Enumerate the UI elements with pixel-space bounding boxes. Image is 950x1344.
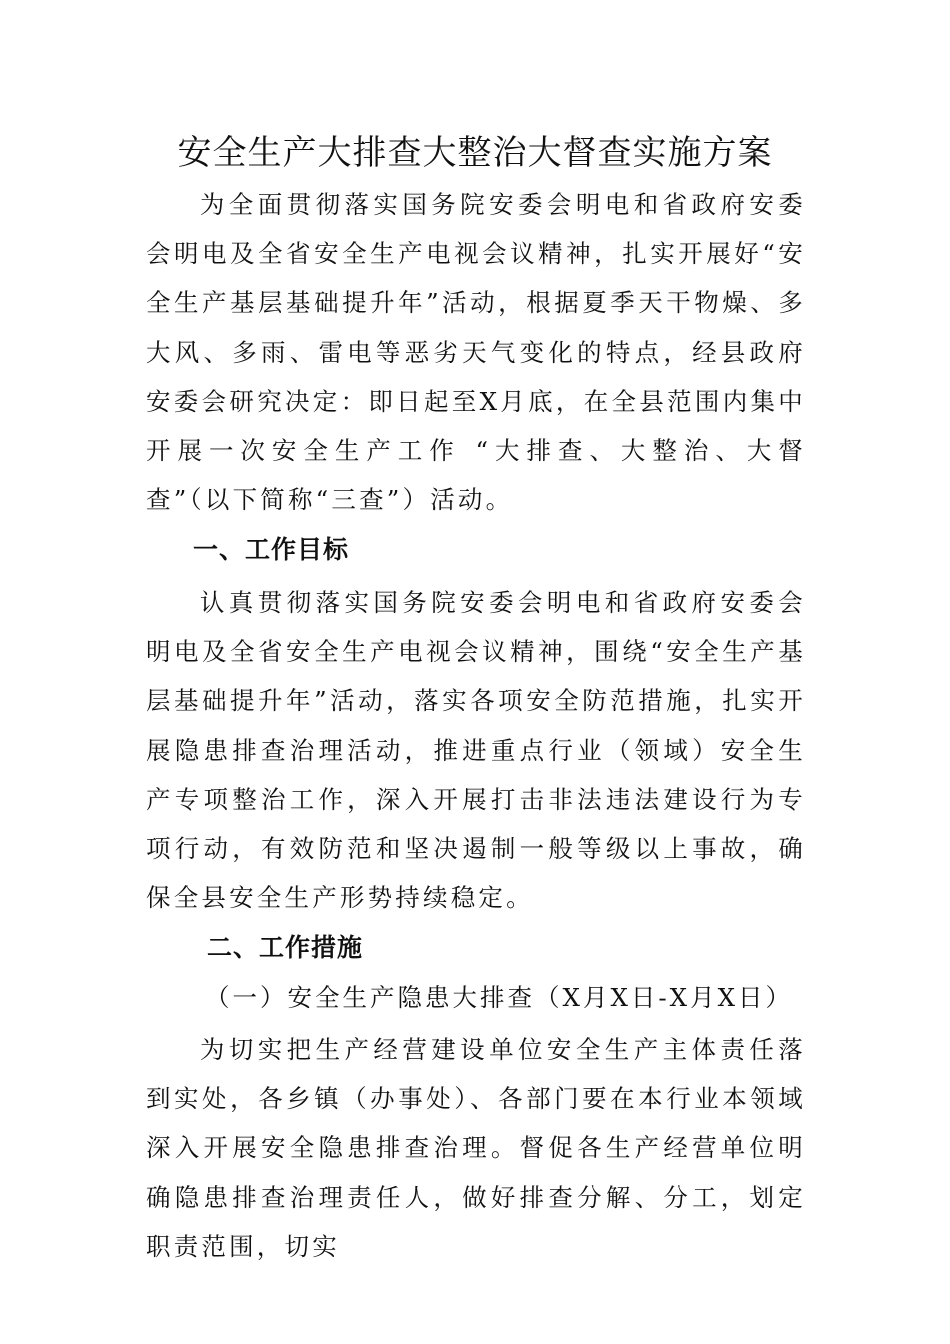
intro-paragraph: 为全面贯彻落实国务院安委会明电和省政府安委会明电及全省安全生产电视会议精神，扎实开展好“安全生产基层基础提升年”活动，根据夏季天干物燥、多大风、多雨、雷电等恶劣天气变化的特点，经县政府安委会研究决定：即日起至X月底，在全县范围内集中开展一次安全生产工作 “大排查、大整治、大督查”（以下简称“三查”）活动。	[146, 190, 806, 515]
section-heading-measures: 二、工作措施	[207, 933, 364, 962]
section-heading-goals: 一、工作目标	[193, 535, 350, 564]
subsection-heading-inspection: （一）安全生产隐患大排查（X月X日-X月X日）	[205, 983, 794, 1012]
goals-paragraph: 认真贯彻落实国务院安委会明电和省政府安委会明电及全省安全生产电视会议精神，围绕“安全生产基层基础提升年”活动，落实各项安全防范措施，扎实开展隐患排查治理活动，推进重点行业（领域）安全生产专项整治工作，深入开展打击非法违法建设行为专项行动，有效防范和坚决遏制一般等级以上事故，确保全县安全生产形势持续稳定。	[146, 588, 806, 913]
document-title: 安全生产大排查大整治大督查实施方案	[177, 133, 773, 173]
inspection-paragraph: 为切实把生产经营建设单位安全生产主体责任落到实处，各乡镇（办事处）、各部门要在本行业本领域深入开展安全隐患排查治理。督促各生产经营单位明确隐患排查治理责任人，做好排查分解、分工，划定职责范围，切实	[146, 1035, 806, 1261]
